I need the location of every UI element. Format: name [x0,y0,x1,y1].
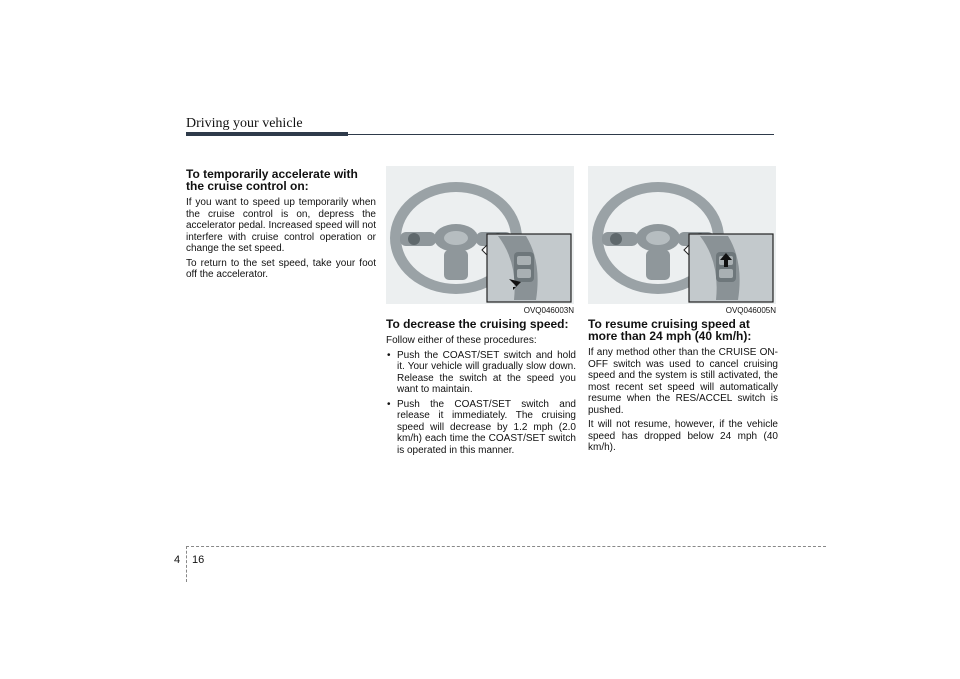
paragraph: If you want to speed up temporarily when the cruise control is on, depress the accelerator pedal. Increased speed will not interfere with cruise control operation or change the set speed. [186,197,376,254]
figure-code: OVQ046003N [523,306,574,315]
page-header-title: Driving your vehicle [186,116,303,131]
section-heading-resume: To resume cruising speed at more than 24 mph (40 km/h): [588,317,752,343]
header-bar [186,132,348,136]
paragraph: To return to the set speed, take your foot off the accelerator. [186,257,376,280]
paragraph: If any method other than the CRUISE ON-OFF switch was used to cancel cruising speed and the system is still activated, the most recent set speed will automatically resume when the RES/ACCEL switch is pushed. [588,347,778,416]
bullet-list [386,350,576,457]
page-number: 16 [192,554,205,566]
steering-wheel-illustration [386,166,574,304]
arrow-up-icon [718,252,734,268]
section-heading-accelerate: To temporarily accelerate with the cruise control on: [186,167,358,193]
column-accelerate [186,168,376,284]
steering-wheel-illustration [588,166,776,304]
chapter-number: 4 [174,554,181,566]
list-item: • Push the COAST/SET switch and hold it. Your vehicle will gradually slow down. Release the switch at the speed you want to maintain. [386,350,576,396]
footer-rule [186,546,826,547]
paragraph: Follow either of these procedures: [386,335,537,346]
figure-steering-wheel-resume [588,166,776,304]
arrow-up-icon [506,276,522,292]
figure-code: OVQ046005N [725,306,776,315]
section-heading-decrease: To decrease the cruising speed: [386,317,569,331]
column-resume [588,318,778,457]
paragraph: It will not resume, however, if the vehicle speed has dropped below 24 mph (40 km/h). [588,419,778,453]
column-decrease [386,318,576,459]
footer-divider [186,546,187,582]
figure-steering-wheel-coast [386,166,574,304]
list-item: • Push the COAST/SET switch and release it immediately. The cruising speed will decrease by 1.2 mph (2.0 km/h) each time the COAST/SET switch is operated in this manner. [386,399,576,457]
